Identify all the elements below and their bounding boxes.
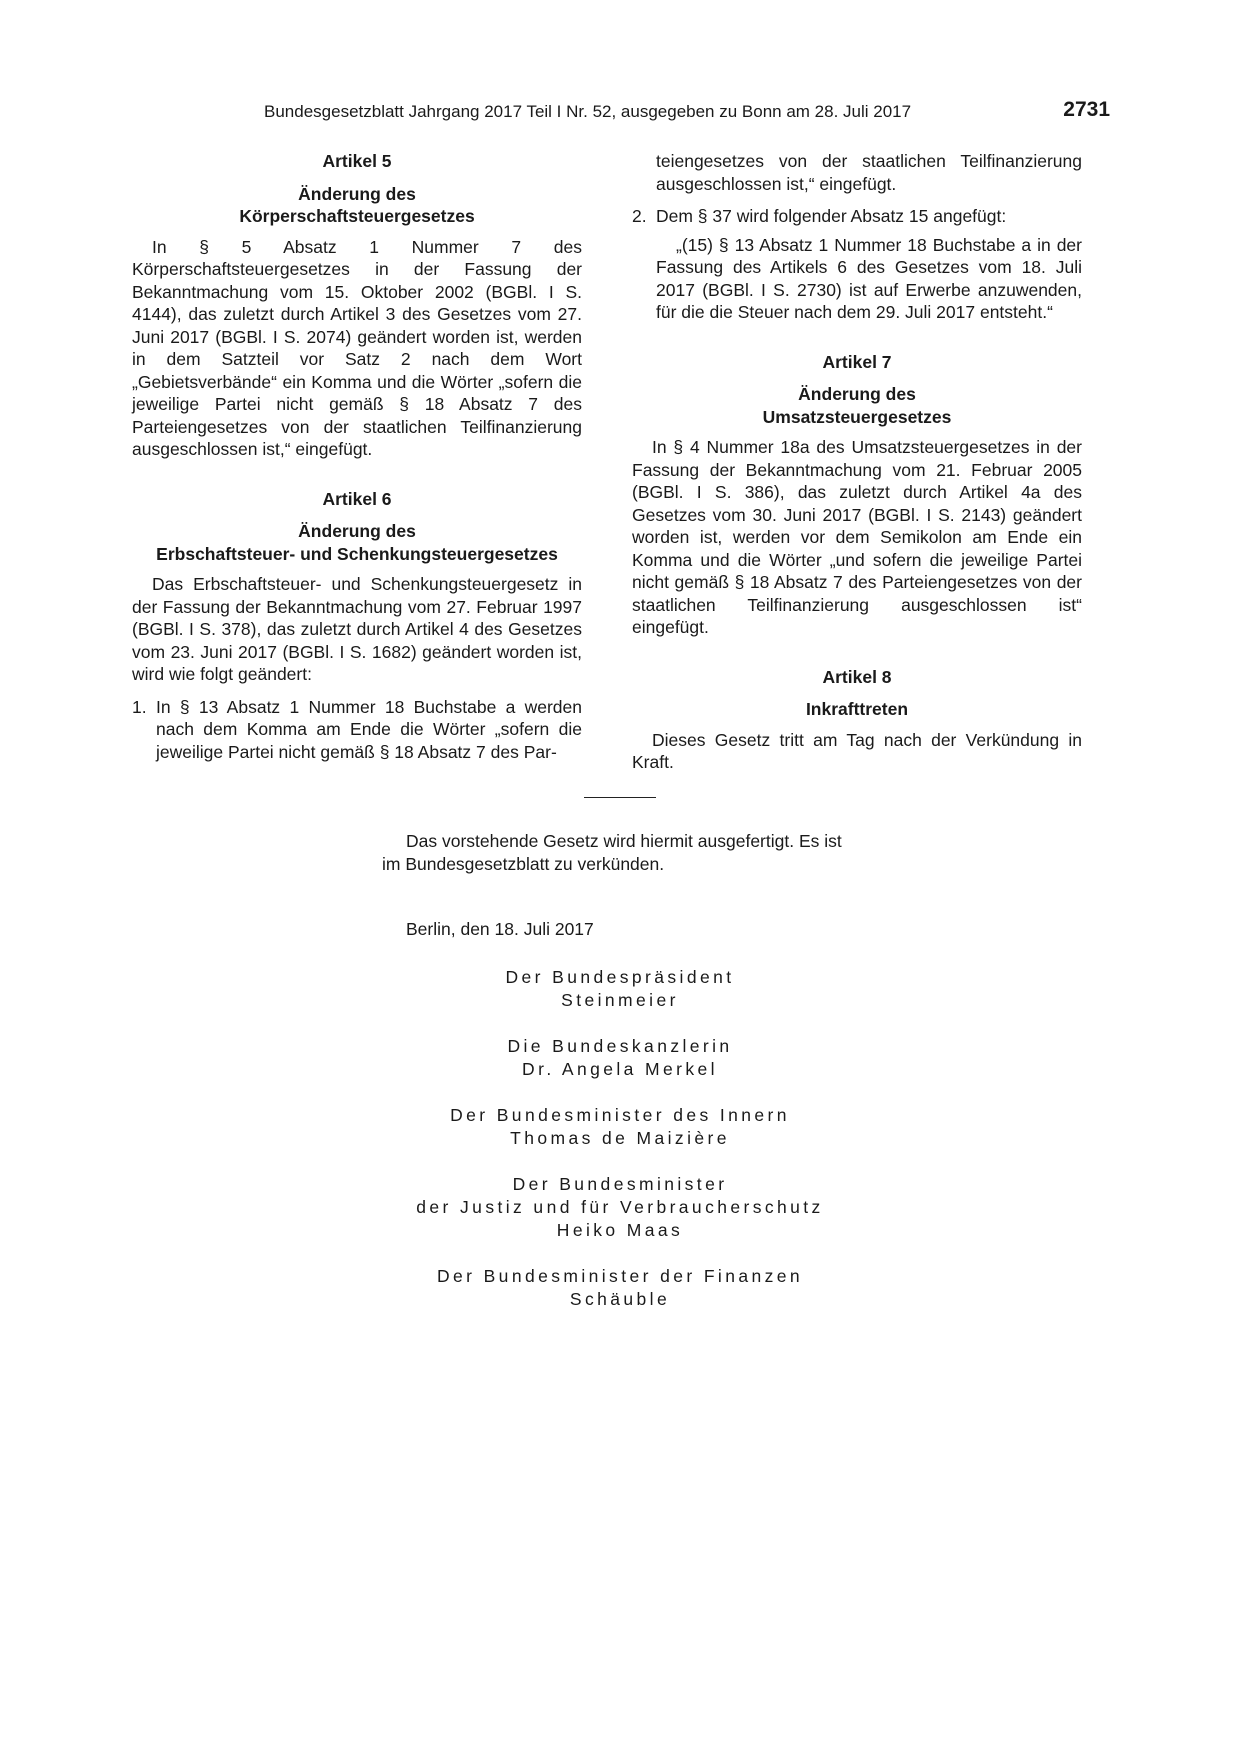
signature-role: Die Bundeskanzlerin: [507, 1036, 733, 1056]
signature-name: Dr. Angela Merkel: [522, 1059, 718, 1079]
signature-role: der Justiz und für Verbraucherschutz: [416, 1197, 824, 1217]
item-text: Dem § 37 wird folgender Absatz 15 angefügt:: [656, 206, 1007, 226]
article-7-title-line2: Umsatzsteuergesetzes: [762, 406, 952, 427]
closing-text: Das vorstehende Gesetz wird hiermit ausgefertigt. Es ist im Bundesgesetzblatt zu verkünden.: [382, 831, 842, 874]
page-number: 2731: [1063, 98, 1110, 121]
signature-role: Der Bundesminister der Finanzen: [436, 1266, 804, 1286]
place-date: Berlin, den 18. Juli 2017: [406, 919, 594, 939]
signature-block: [320, 1035, 920, 1081]
article-5-title-line1: Änderung des: [298, 183, 416, 204]
item-number: 1.: [132, 696, 147, 717]
signature-block: [320, 1173, 920, 1242]
signature-block: [320, 1104, 920, 1150]
article-7-text: In § 4 Nummer 18a des Umsatzsteuergesetzes in der Fassung der Bekanntmachung vom 21. Februar 2005 (BGBl. I S. 386), das zuletzt durch Artikel 4a des Gesetzes vom 30. Juni 2017 (BGBl. I S. 2143) geändert worden ist, werden vor dem Semikolon am Ende ein Komma und die Wörter „und sofern die jeweilige Partei nicht gemäß § 18 Absatz 7 des Parteiengesetzes von der staatlichen Teilfinanzierung ausgeschlossen ist“ eingefügt.: [632, 437, 1082, 637]
article-5-title-line2: Körperschaftsteuergesetzes: [239, 206, 475, 226]
article-8-number: Artikel 8: [822, 666, 892, 687]
right-column: [632, 150, 1082, 774]
signature-role: Der Bundesminister des Innern: [450, 1105, 790, 1125]
signature-block: [320, 1265, 920, 1311]
article-7-number: Artikel 7: [822, 351, 892, 372]
separator-rule: [584, 797, 656, 798]
signature-name: Steinmeier: [561, 990, 679, 1010]
article-6-title-line2: Erbschaftsteuer- und Schenkungsteuergesetzes: [156, 543, 558, 564]
item-number: 2.: [632, 206, 647, 226]
article-6-item-2: [632, 205, 1082, 228]
item-text: In § 13 Absatz 1 Nummer 18 Buchstabe a werden nach dem Komma am Ende die Wörter „sofern die jeweilige Partei nicht gemäß § 18 Absatz 7 des Par-: [156, 696, 582, 762]
article-6-item-1: [132, 696, 582, 764]
article-5-number: Artikel 5: [322, 151, 392, 171]
signature-name: Heiko Maas: [556, 1220, 684, 1240]
article-6-item-2-quote: „(15) § 13 Absatz 1 Nummer 18 Buchstabe a in der Fassung des Artikels 6 des Gesetzes vom 18. Juli 2017 (BGBl. I S. 2730) ist auf Erwerbe anzuwenden, für die die Steuer nach dem 29. Juli 2017 entsteht.“: [656, 234, 1082, 322]
signature-block: [320, 966, 920, 1012]
article-8-title: Inkrafttreten: [805, 699, 909, 719]
header-text: Bundesgesetzblatt Jahrgang 2017 Teil I Nr. 52, ausgegeben zu Bonn am 28. Juli 2017: [264, 102, 912, 121]
article-6-text: Das Erbschaftsteuer- und Schenkungsteuergesetz in der Fassung der Bekanntmachung vom 27. Februar 1997 (BGBl. I S. 378), das zuletzt durch Artikel 4 des Gesetzes vom 23. Juni 2017 (BGBl. I S. 1682) geändert worden ist, wird wie folgt geändert:: [132, 574, 582, 684]
page-header: [264, 100, 1110, 126]
signature-name: Thomas de Maizière: [510, 1128, 730, 1148]
signature-role: Der Bundesminister: [512, 1174, 728, 1194]
closing-formula: [382, 830, 862, 875]
article-7-title-line1: Änderung des: [798, 384, 916, 404]
signature-role: Der Bundespräsident: [505, 967, 735, 987]
article-6-item-1-continuation: teiengesetzes von der staatlichen Teilfinanzierung ausgeschlossen ist,“ eingefügt.: [656, 151, 1082, 194]
signature-name: Schäuble: [569, 1289, 671, 1309]
article-6-number: Artikel 6: [322, 488, 392, 509]
article-6-title-line1: Änderung des: [298, 521, 416, 541]
article-8-text: Dieses Gesetz tritt am Tag nach der Verkündung in Kraft.: [632, 729, 1082, 772]
article-5-text: In § 5 Absatz 1 Nummer 7 des Körperschaftsteuergesetzes in der Fassung der Bekanntmachung vom 15. Oktober 2002 (BGBl. I S. 4144), das zuletzt durch Artikel 3 des Gesetzes vom 27. Juni 2017 (BGBl. I S. 2074) geändert worden ist, werden in dem Satzteil vor Satz 2 nach dem Wort „Gebietsverbände“ ein Komma und die Wörter „sofern die jeweilige Partei nicht gemäß § 18 Absatz 7 des Parteiengesetzes von der staatlichen Teilfinanzierung ausgeschlossen ist,“ eingefügt.: [132, 236, 582, 459]
left-column: [132, 150, 582, 763]
